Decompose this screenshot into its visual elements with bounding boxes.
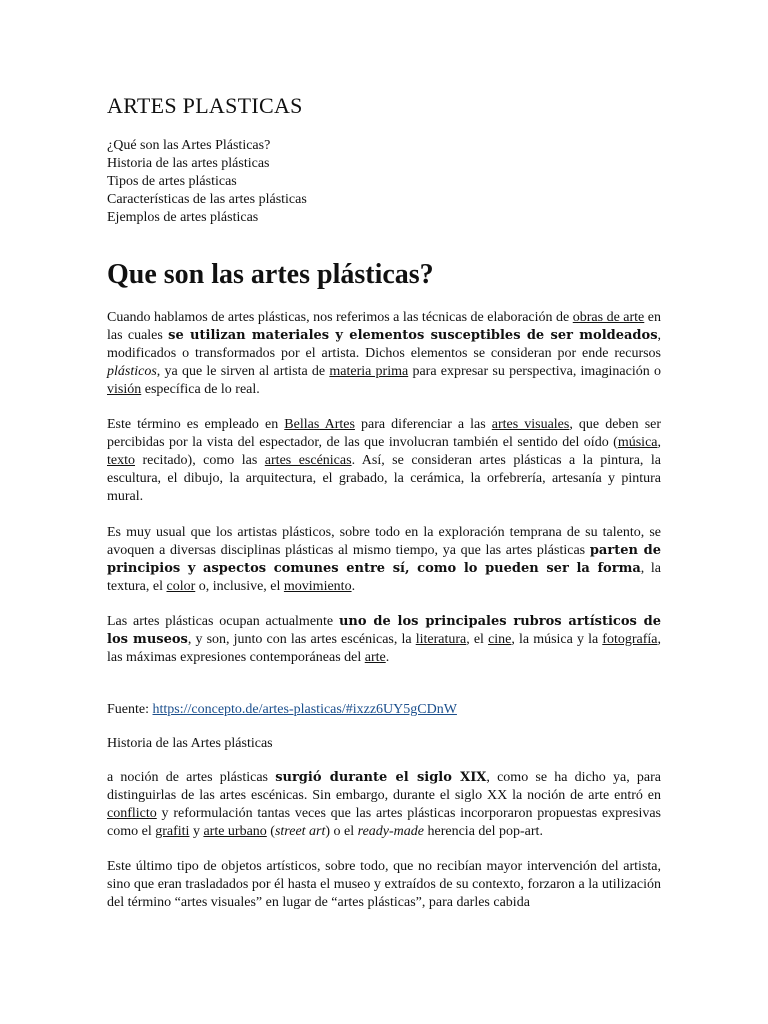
source-link[interactable]: https://concepto.de/artes-plasticas/#ixzz6UY5gCDnW	[152, 702, 457, 717]
text-run: Este término es empleado en	[107, 417, 285, 432]
text-run: ,	[657, 435, 661, 450]
link-conflicto[interactable]: conflicto	[107, 806, 157, 821]
text-run: .	[351, 579, 356, 594]
italic-text: plásticos	[107, 364, 157, 379]
text-run: a noción de artes plásticas	[107, 770, 276, 785]
text-run: para expresar su perspectiva, imaginación o	[408, 364, 661, 379]
bold-text: parten de principios y aspectos comunes entre sí, como lo pueden ser la forma	[107, 543, 661, 576]
bold-text: uno de los principales rubros artísticos de los museos	[107, 614, 662, 647]
link-bellas-artes[interactable]: Bellas Artes	[284, 417, 355, 432]
paragraph-1	[107, 309, 661, 399]
history-heading: Historia de las Artes plásticas	[107, 736, 273, 751]
text-run: , el	[466, 632, 489, 647]
source-line	[107, 701, 457, 719]
text-run: y	[189, 824, 204, 839]
toc-item: Tipos de artes plásticas	[107, 174, 237, 189]
italic-text: street art	[274, 824, 326, 839]
source-label: Fuente:	[107, 702, 153, 717]
section-heading: Que son las artes plásticas?	[107, 259, 434, 290]
toc-item: Características de las artes plásticas	[107, 192, 307, 207]
text-run: , como se ha dicho ya, para distinguirlas de las artes escénicas. Sin embargo, durante el siglo XX la noción de arte entró en	[107, 770, 661, 803]
toc-item: ¿Qué son las Artes Plásticas?	[107, 138, 271, 153]
paragraph-3	[107, 524, 661, 596]
text-run: , la música y la	[511, 632, 603, 647]
link-artes-visuales[interactable]: artes visuales	[491, 417, 570, 432]
text-run: .	[385, 650, 390, 665]
paragraph-2	[107, 416, 661, 506]
text-run: Las artes plásticas ocupan actualmente	[107, 614, 339, 629]
paragraph-5	[107, 769, 661, 841]
link-color[interactable]: color	[166, 579, 196, 594]
text-run: Cuando hablamos de artes plásticas, nos referimos a las técnicas de elaboración de	[107, 310, 573, 325]
paragraph-4	[107, 613, 661, 667]
link-arte[interactable]: arte	[364, 650, 386, 665]
link-texto[interactable]: texto	[107, 453, 135, 468]
table-of-contents	[107, 137, 307, 227]
link-fotografia[interactable]: fotografía	[602, 632, 658, 647]
toc-item: Historia de las artes plásticas	[107, 156, 270, 171]
link-movimiento[interactable]: movimiento	[283, 579, 352, 594]
text-run: , ya que le sirven al artista de	[156, 364, 330, 379]
text-run: (	[266, 824, 275, 839]
bold-text: se utilizan materiales y elementos susceptibles de ser moldeados	[168, 328, 658, 343]
text-run: y reformulación tantas veces que las artes plásticas incorporaron propuestas expresivas como el	[107, 806, 661, 839]
link-musica[interactable]: música	[617, 435, 658, 450]
text-run: , la textura, el	[107, 561, 661, 594]
italic-text: ready-made	[357, 824, 424, 839]
text-run: para diferenciar a las	[354, 417, 492, 432]
text-run: , que deben ser percibidas por la vista del espectador, de las que involucran también el sentido del oído (	[107, 417, 662, 450]
text-run: herencia del pop-art.	[424, 824, 543, 839]
bold-text: surgió durante el siglo XIX	[275, 770, 487, 785]
text-run: , las máximas expresiones contemporáneas del	[107, 632, 661, 665]
text-run: recitado), como las	[135, 453, 265, 468]
link-artes-escenicas[interactable]: artes escénicas	[264, 453, 352, 468]
text-run: . Así, se consideran artes plásticas a la pintura, la escultura, el dibujo, la arquitectura, el grabado, la cerámica, la orfebrería, artesanía y pintura mural.	[107, 453, 661, 504]
link-arte-urbano[interactable]: arte urbano	[203, 824, 267, 839]
text-run: en las cuales	[107, 310, 661, 343]
toc-item: Ejemplos de artes plásticas	[107, 210, 259, 225]
text-run: , y son, junto con las artes escénicas, la	[187, 632, 416, 647]
link-grafiti[interactable]: grafiti	[155, 824, 190, 839]
link-literatura[interactable]: literatura	[415, 632, 467, 647]
link-cine[interactable]: cine	[488, 632, 512, 647]
paragraph-6: Este último tipo de objetos artísticos, sobre todo, que no recibían mayor intervención del artista, sino que eran trasladados por él hasta el museo y extraídos de su contexto, forzaron a la utilización del término “artes visuales” en lugar de “artes plásticas”, para darles cabida	[107, 859, 661, 910]
text-run: específica de lo real.	[141, 382, 260, 397]
link-obras-de-arte[interactable]: obras de arte	[572, 310, 645, 325]
document-title: ARTES PLASTICAS	[107, 93, 303, 118]
text-run: o, inclusive, el	[195, 579, 284, 594]
text-run: Es muy usual que los artistas plásticos, sobre todo en la exploración temprana de su talento, se avoquen a diversas disciplinas plásticas al mismo tiempo, ya que las artes plásticas	[107, 525, 661, 558]
text-run: ) o el	[325, 824, 358, 839]
text-run: , modificados o transformados por el artista. Dichos elementos se consideran por ende recursos	[107, 328, 662, 361]
link-vision[interactable]: visión	[107, 382, 142, 397]
link-materia-prima[interactable]: materia prima	[329, 364, 409, 379]
